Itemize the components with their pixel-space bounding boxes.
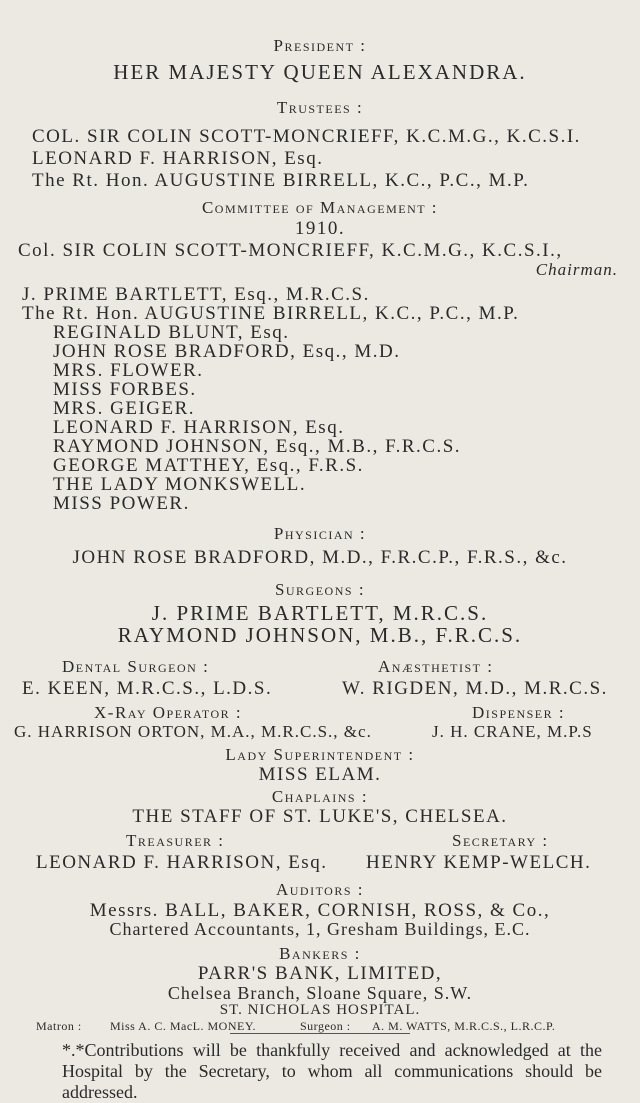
treasurer-name: LEONARD F. HARRISON, Esq. [36,852,328,873]
chaplains-heading: Chaplains : [271,787,369,806]
committee-member: The Rt. Hon. AUGUSTINE BIRRELL, K.C., P.C., M.P. [22,303,520,324]
surgeon-heading: Surgeon : [300,1019,351,1033]
anaesthetist-name: W. RIGDEN, M.D., M.R.C.S. [342,678,608,699]
committee-member: MISS FORBES. [53,379,197,400]
committee-member: REGINALD BLUNT, Esq. [53,322,290,343]
physician-heading: Physician : [273,524,367,543]
committee-member: MISS POWER. [53,493,190,514]
lady-superintendent-heading: Lady Superintendent : [225,745,415,764]
auditors-line-2: Chartered Accountants, 1, Gresham Buildings, E.C. [109,919,531,939]
committee-year: 1910. [294,218,346,239]
st-nicholas-heading: ST. NICHOLAS HOSPITAL. [219,1002,421,1018]
committee-heading: Committee of Management : [201,198,439,217]
trustees-heading: Trustees : [276,98,364,117]
secretary-name: HENRY KEMP-WELCH. [366,852,592,873]
committee-member: THE LADY MONKSWELL. [53,474,307,495]
lady-superintendent-name: MISS ELAM. [258,764,382,785]
president-name: HER MAJESTY QUEEN ALEXANDRA. [113,60,527,84]
committee-member: JOHN ROSE BRADFORD, Esq., M.D. [53,341,401,362]
treasurer-heading: Treasurer : [126,831,225,850]
dispenser-name: J. H. CRANE, M.P.S [432,722,593,741]
secretary-heading: Secretary : [452,831,549,850]
dental-surgeon-name: E. KEEN, M.R.C.S., L.D.S. [22,678,273,699]
committee-member: RAYMOND JOHNSON, Esq., M.B., F.R.C.S. [53,436,462,457]
committee-member: J. PRIME BARTLETT, Esq., M.R.C.S. [22,284,370,305]
chaplains-name: THE STAFF OF ST. LUKE'S, CHELSEA. [132,806,508,827]
matron-heading: Matron : [36,1019,82,1033]
xray-operator-name: G. HARRISON ORTON, M.A., M.R.C.S., &c. [14,722,372,741]
trustee-1: COL. SIR COLIN SCOTT-MONCRIEFF, K.C.M.G., K.C.S.I. [32,126,581,147]
trustee-3: The Rt. Hon. AUGUSTINE BIRRELL, K.C., P.C., M.P. [32,170,530,191]
president-heading: President : [273,36,367,55]
surgeon-name-2: RAYMOND JOHNSON, M.B., F.R.C.S. [117,623,523,647]
physician-name: JOHN ROSE BRADFORD, M.D., F.R.C.P., F.R.S., &c. [72,547,568,568]
surgeons-heading: Surgeons : [274,580,366,599]
bankers-line-1: PARR'S BANK, LIMITED, [197,963,443,984]
surgeon-name-1: J. PRIME BARTLETT, M.R.C.S. [151,601,489,625]
committee-member: LEONARD F. HARRISON, Esq. [53,417,345,438]
committee-chairman: Col. SIR COLIN SCOTT-MONCRIEFF, K.C.M.G., K.C.S.I., [18,240,563,261]
dental-surgeon-heading: Dental Surgeon : [62,657,210,676]
divider-rule [230,1033,410,1034]
committee-member: MRS. GEIGER. [53,398,196,419]
committee-member: MRS. FLOWER. [53,360,204,381]
dispenser-heading: Dispenser : [472,703,566,722]
committee-chairman-role: Chairman. [535,260,618,279]
trustee-2: LEONARD F. HARRISON, Esq. [32,148,324,169]
matron-name: Miss A. C. MacL. MONEY. [110,1019,256,1033]
xray-operator-heading: X-Ray Operator : [94,703,243,722]
auditors-heading: Auditors : [275,880,365,899]
surgeon-name: A. M. WATTS, M.R.C.S., L.R.C.P. [372,1019,556,1033]
committee-member: GEORGE MATTHEY, Esq., F.R.S. [53,455,364,476]
bankers-line-2: Chelsea Branch, Sloane Square, S.W. [167,983,473,1003]
bankers-heading: Bankers : [279,944,361,963]
anaesthetist-heading: Anæsthetist : [378,657,494,676]
footnote: *.*Contributions will be thankfully received and acknowledged at the Hospital by the Secretary, to whom all communications should be addressed. [62,1040,602,1102]
auditors-line-1: Messrs. BALL, BAKER, CORNISH, ROSS, & Co., [89,900,551,921]
